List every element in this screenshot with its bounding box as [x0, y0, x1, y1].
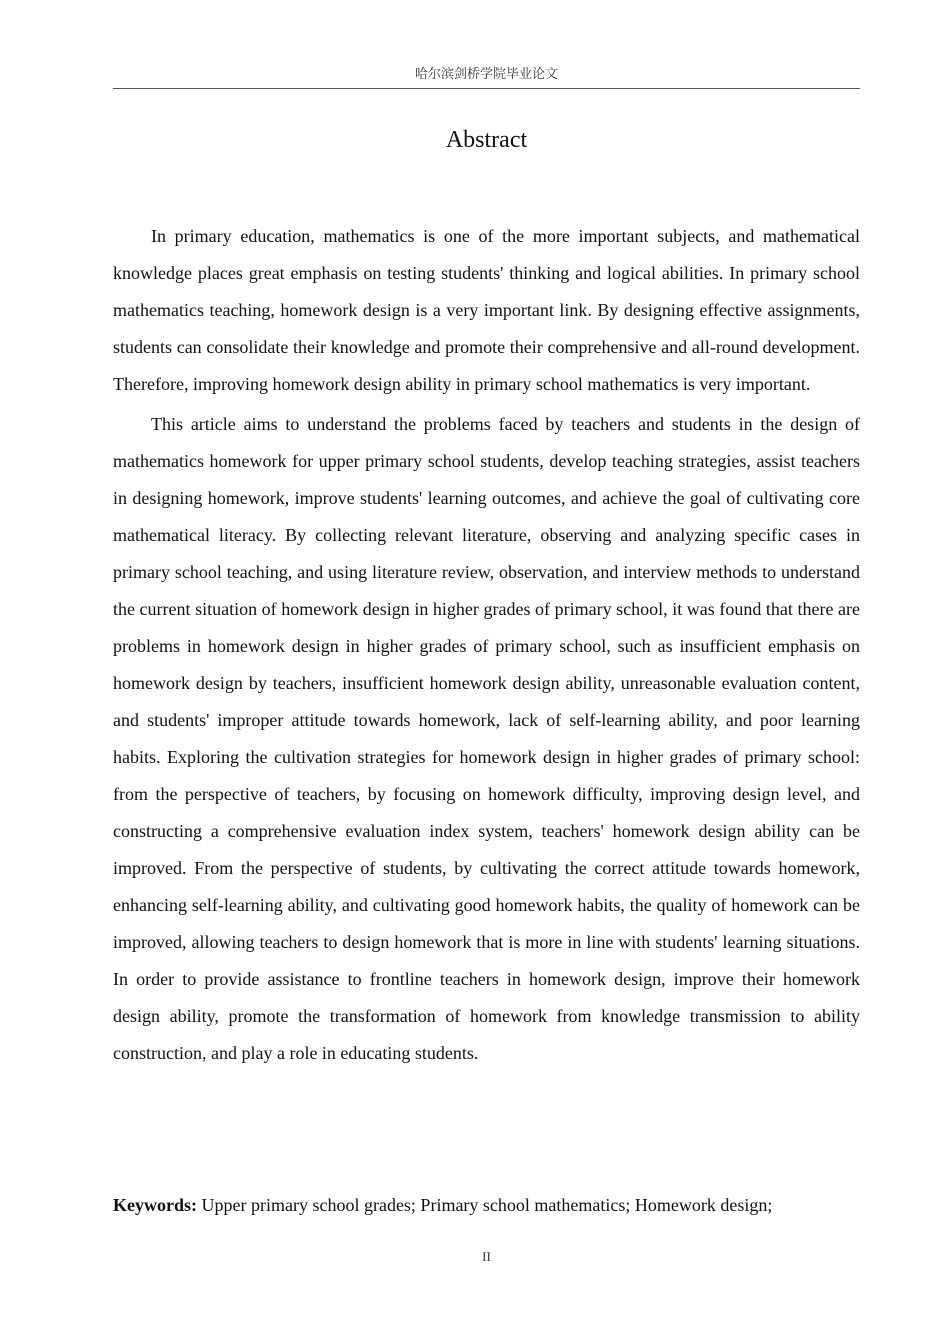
abstract-paragraph-2: This article aims to understand the problems faced by teachers and students in the design of mathematics homework for upper primary school students, develop teaching strategies, assist teachers in designing homework, improve students' learning outcomes, and achieve the goal of cultivating core mathematical literacy. By collecting relevant literature, observing and analyzing specific cases in primary school teaching, and using literature review, observation, and interview methods to understand the current situation of homework design in higher grades of primary school, it was found that there are problems in homework design in higher grades of primary school, such as insufficient emphasis on homework design by teachers, insufficient homework design ability, unreasonable evaluation content, and students' improper attitude towards homework, lack of self-learning ability, and poor learning habits. Exploring the cultivation strategies for homework design in higher grades of primary school: from the perspective of teachers, by focusing on homework difficulty, improving design level, and constructing a comprehensive evaluation index system, teachers' homework design ability can be improved. From the perspective of students, by cultivating the correct attitude towards homework, enhancing self-learning ability, and cultivating good homework habits, the quality of homework can be improved, allowing teachers to design homework that is more in line with students' learning situations. In order to provide assistance to frontline teachers in homework design, improve their homework design ability, promote the transformation of homework from knowledge transmission to ability construction, and play a role in educating students.: [113, 414, 860, 1063]
keywords-label: Keywords:: [113, 1195, 197, 1215]
keywords-text: Upper primary school grades; Primary school mathematics; Homework design;: [197, 1195, 773, 1215]
abstract-body: [113, 218, 860, 1072]
abstract-title: Abstract: [445, 127, 528, 153]
keywords-line: [113, 1187, 860, 1224]
page-header: 哈尔滨剑桥学院毕业论文: [414, 67, 558, 82]
abstract-paragraph-1: In primary education, mathematics is one of the more important subjects, and mathematical knowledge places great emphasis on testing students' thinking and logical abilities. In primary school mathematics teaching, homework design is a very important link. By designing effective assignments, students can consolidate their knowledge and promote their comprehensive and all-round development. Therefore, improving homework design ability in primary school mathematics is very important.: [113, 226, 860, 394]
header-divider: [113, 88, 860, 89]
page-number: II: [482, 1249, 491, 1264]
